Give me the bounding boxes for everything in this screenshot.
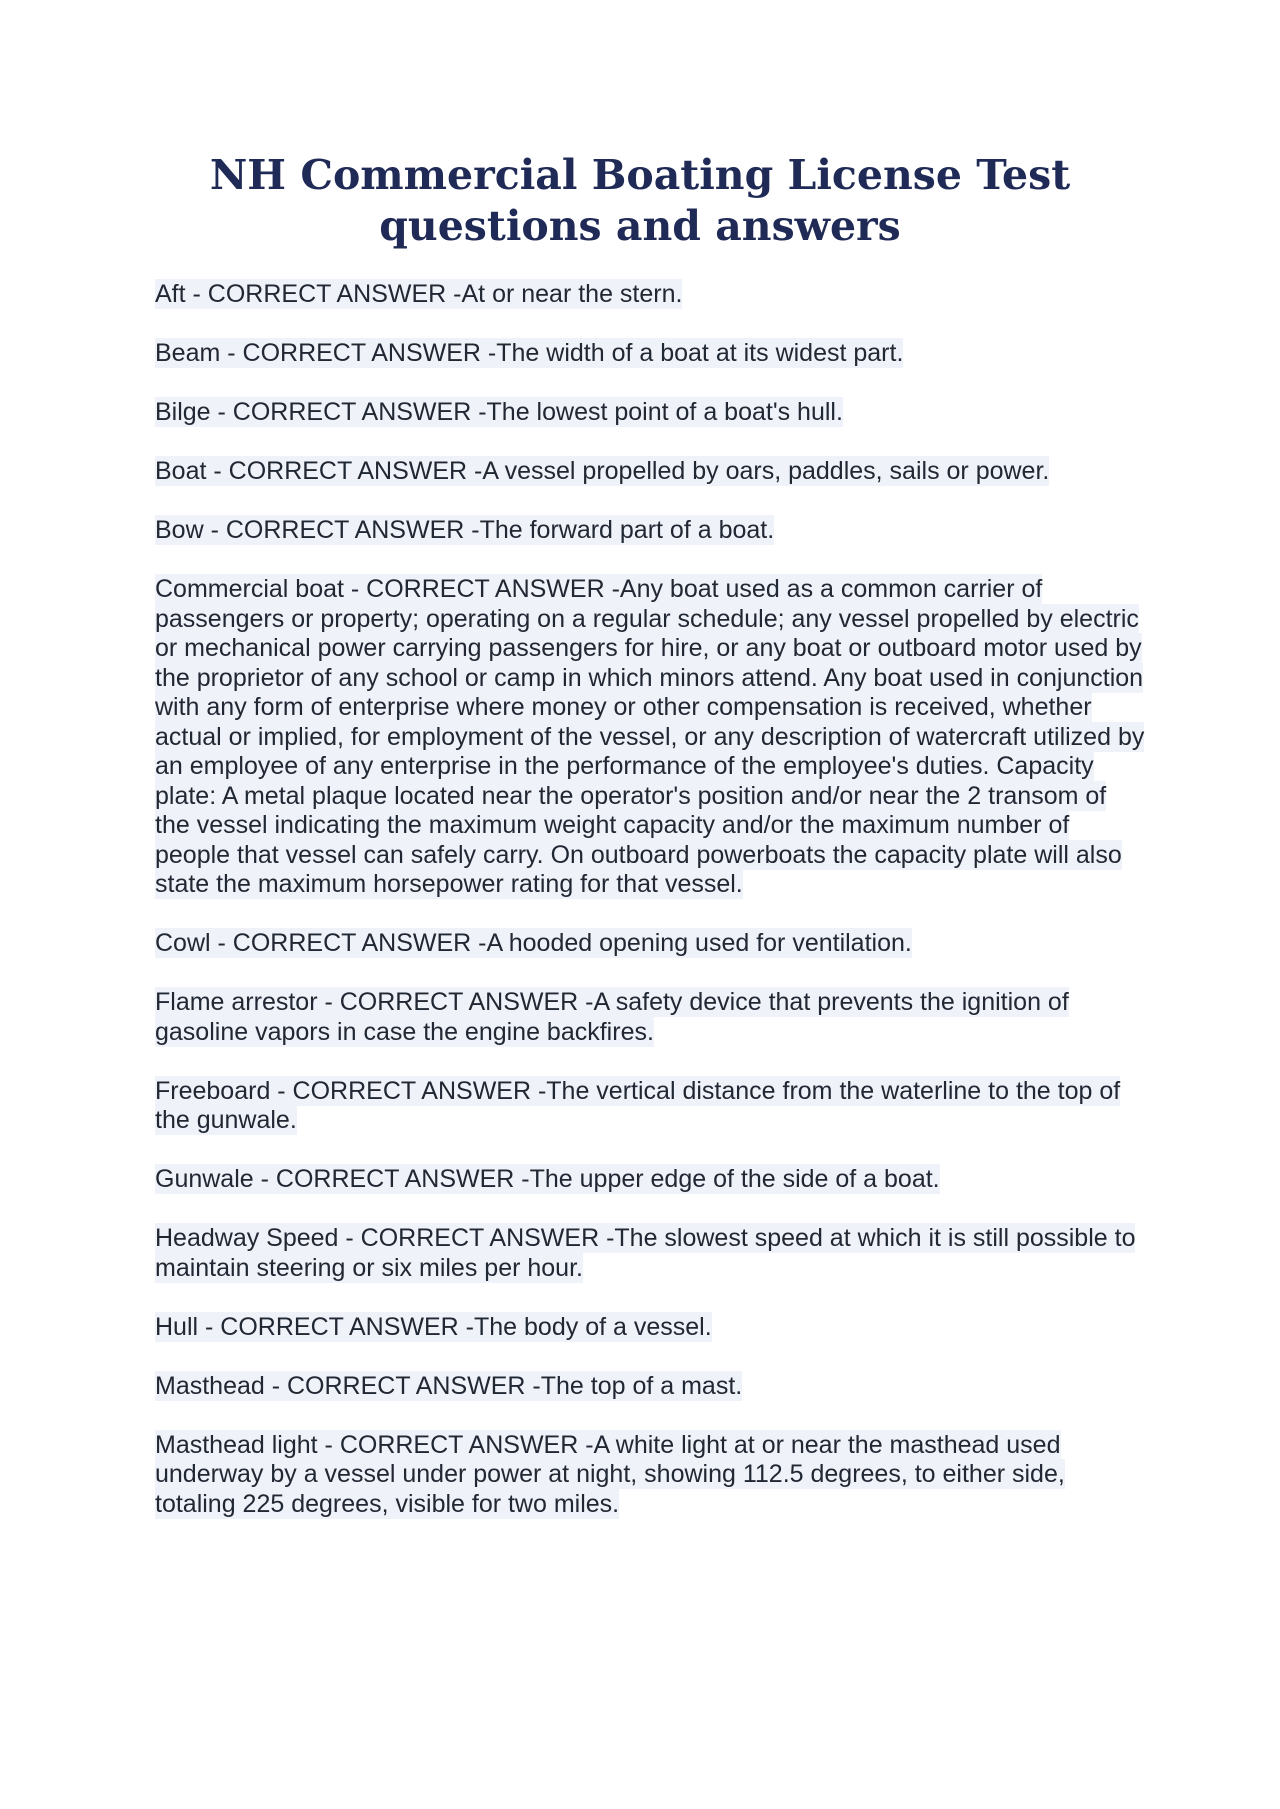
list-item <box>155 988 1145 1047</box>
list-item <box>155 280 1145 310</box>
answer-list <box>155 280 1145 1549</box>
entry-text: Cowl - CORRECT ANSWER -A hooded opening used for ventilation. <box>155 929 912 957</box>
list-item <box>155 1431 1145 1520</box>
list-item <box>155 1077 1145 1136</box>
list-item <box>155 575 1145 900</box>
entry-text: Gunwale - CORRECT ANSWER -The upper edge of the side of a boat. <box>155 1165 940 1193</box>
entry-text: Hull - CORRECT ANSWER -The body of a vessel. <box>155 1312 712 1341</box>
entry-text: Aft - CORRECT ANSWER -At or near the stern. <box>155 280 683 308</box>
list-item <box>155 516 1145 546</box>
list-item <box>155 929 1145 959</box>
entry-text: Commercial boat - CORRECT ANSWER -Any boat used as a common carrier of passengers or property; operating on a regular schedule; any vessel propelled by electric or mechanical power carrying passengers for hire, or any boat or outboard motor used by the proprietor of any school or camp in which minors attend. Any boat used in conjunction with any form of enterprise where money or other compensation is received, whether actual or implied, for employment of the vessel, or any description of watercraft utilized by an employee of any enterprise in the performance of the employee's duties. Capacity plate: A metal plaque located near the operator's position and/or near the 2 transom of the vessel indicating the maximum weight capacity and/or the maximum number of people that vessel can safely carry. On outboard powerboats the capacity plate will also state the maximum horsepower rating for that vessel. <box>155 575 1145 898</box>
page-title: NH Commercial Boating License Test questions and answers <box>209 151 1071 250</box>
entry-text: Bilge - CORRECT ANSWER -The lowest point of a boat's hull. <box>155 398 843 426</box>
list-item <box>155 457 1145 487</box>
entry-text: Bow - CORRECT ANSWER -The forward part of a boat. <box>155 516 775 544</box>
entry-text: Beam - CORRECT ANSWER -The width of a boat at its widest part. <box>155 339 904 367</box>
list-item <box>155 1224 1145 1283</box>
list-item <box>155 339 1145 369</box>
entry-text: Boat - CORRECT ANSWER -A vessel propelled by oars, paddles, sails or power. <box>155 457 1050 485</box>
entry-text: Masthead light - CORRECT ANSWER -A white light at or near the masthead used underway by a vessel under power at night, showing 112.5 degrees, to either side, totaling 225 degrees, visible for two miles. <box>155 1430 1065 1518</box>
list-item <box>155 398 1145 428</box>
entry-text: Masthead - CORRECT ANSWER -The top of a mast. <box>155 1371 743 1400</box>
list-item <box>155 1372 1145 1402</box>
entry-text: Freeboard - CORRECT ANSWER -The vertical distance from the waterline to the top of the gunwale. <box>155 1076 1121 1134</box>
list-item <box>155 1165 1145 1195</box>
list-item <box>155 1313 1145 1343</box>
entry-text: Flame arrestor - CORRECT ANSWER -A safety device that prevents the ignition of gasoline vapors in case the engine backfires. <box>155 988 1069 1046</box>
entry-text: Headway Speed - CORRECT ANSWER -The slowest speed at which it is still possible to maintain steering or six miles per hour. <box>155 1224 1136 1282</box>
